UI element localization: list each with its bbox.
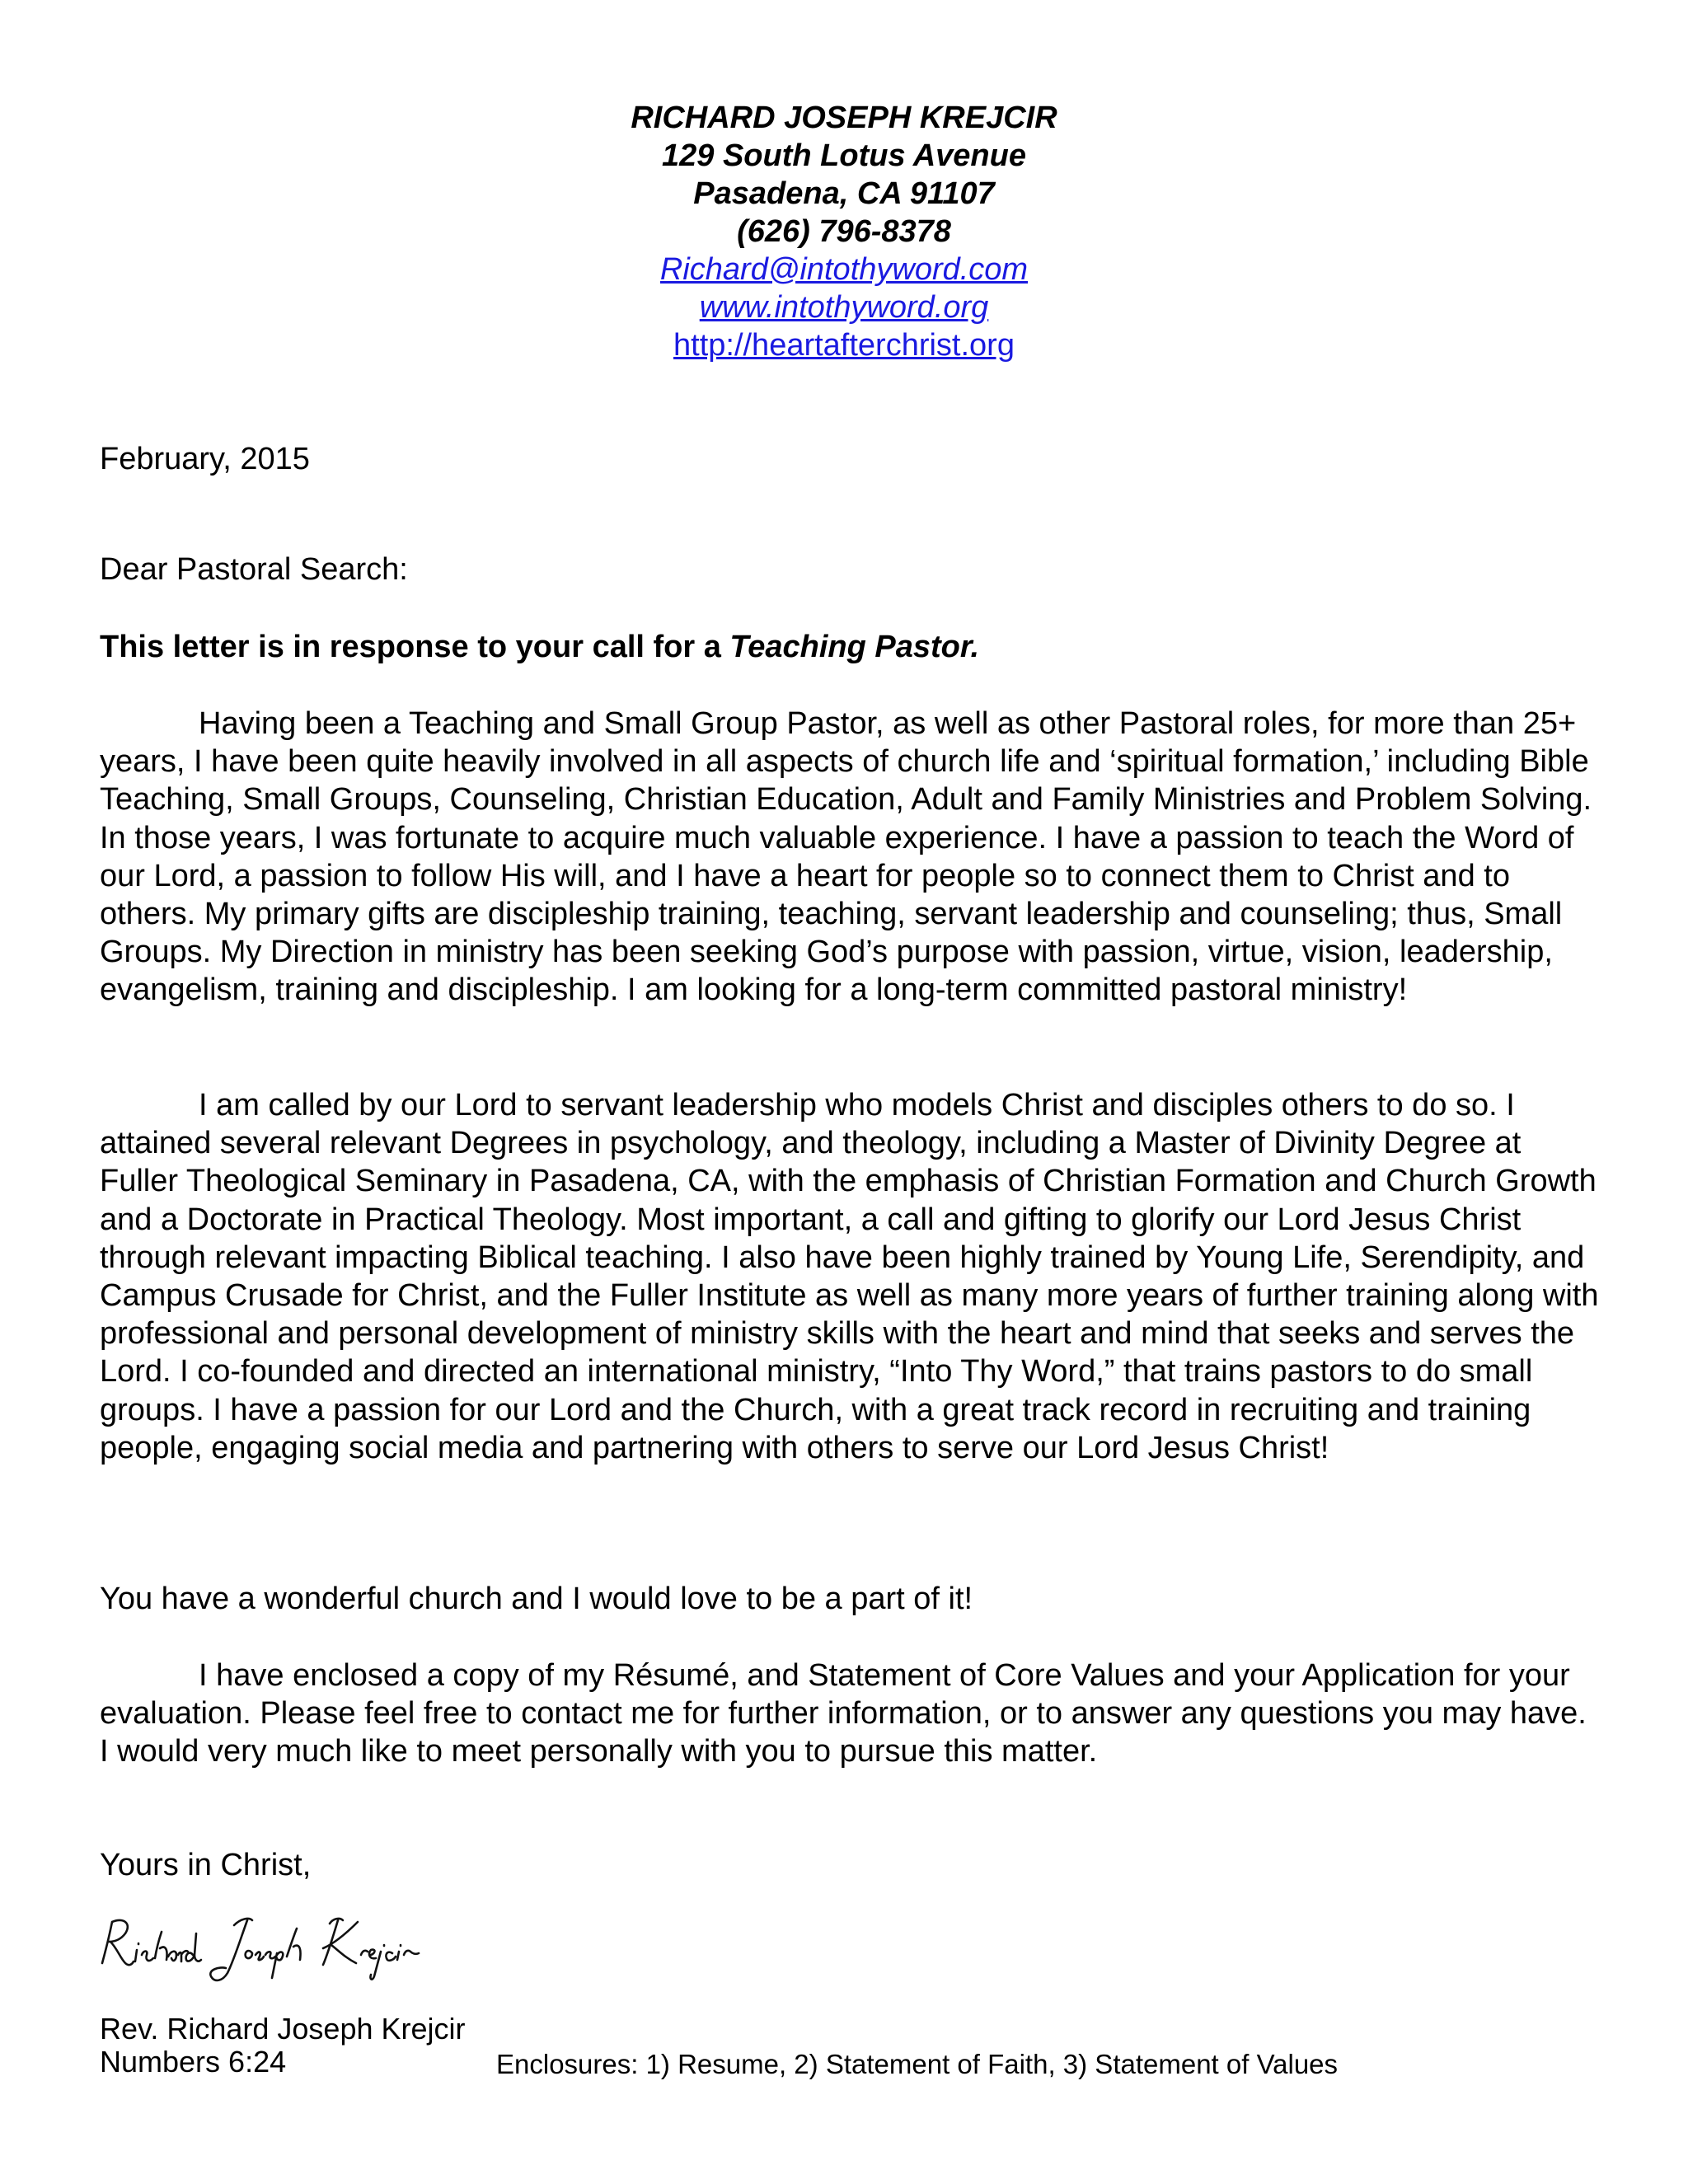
subject-prefix: This letter is in response to your call for a bbox=[100, 630, 730, 664]
letter-date: February, 2015 bbox=[100, 442, 310, 476]
paragraph-enclosed: I have enclosed a copy of my Résumé, and Statement of Core Values and your Application for your evaluation. Please feel free to contact me for further information, or to answer any questions you may have. I would very much like to meet personally with you to pursue this matter. bbox=[100, 1658, 1587, 1769]
sender-phone: (626) 796-8378 bbox=[737, 214, 951, 249]
sender-street: 129 South Lotus Avenue bbox=[662, 138, 1026, 173]
letterhead bbox=[0, 99, 1688, 364]
subject-emphasis: Teaching Pastor. bbox=[729, 630, 980, 664]
sender-name: RICHARD JOSEPH KREJCIR bbox=[631, 101, 1057, 135]
subject-line bbox=[100, 628, 1600, 666]
paragraph-calling: I am called by our Lord to servant leadership who models Christ and disciples others to do so. I attained several relevant Degrees in psychology, and theology, including a Master of Divinity Degree at Fuller Theological Seminary in Pasadena, CA, with the emphasis of Christian Formation and Church Growth and a Doctorate in Practical Theology. Most important, a call and gifting to glorify our Lord Jesus Christ through relevant impacting Biblical teaching. I also have been highly trained by Young Life, Serendipity, and Campus Crusade for Christ, and the Fuller Institute as well as many more years of further training along with professional and personal development of ministry skills with the heart and mind that seeks and serves the Lord. I co-founded and directed an international ministry, “Into Thy Word,” that trains pastors to do small groups. I have a passion for our Lord and the Church, with a great track record in recruiting and training people, engaging social media and partnering with others to serve our Lord Jesus Christ! bbox=[100, 1088, 1599, 1465]
website-link-intothyword[interactable]: www.intothyword.org bbox=[699, 290, 989, 325]
paragraph-experience: Having been a Teaching and Small Group Pastor, as well as other Pastoral roles, for more than 25+ years, I have been quite heavily involved in all aspects of church life and ‘spiritual formation,’ including Bible Teaching, Small Groups, Counseling, Christian Education, Adult and Family Ministries and Problem Solving. In those years, I was fortunate to acquire much valuable experience. I have a passion to teach the Word of our Lord, a passion to follow His will, and I have a heart for people so to connect them to Christ and to others. My primary gifts are discipleship training, teaching, servant leadership and counseling; thus, Small Groups. My Direction in ministry has been seeking God’s purpose with passion, virtue, vision, leadership, evangelism, training and discipleship. I am looking for a long-term committed pastoral ministry! bbox=[100, 706, 1592, 1008]
sender-city: Pasadena, CA 91107 bbox=[693, 176, 995, 211]
scripture-reference: Numbers 6:24 bbox=[100, 2045, 287, 2079]
website-link-heartafterchrist[interactable]: http://heartafterchrist.org bbox=[673, 328, 1015, 363]
handwritten-signature bbox=[96, 1912, 458, 1986]
paragraph-church: You have a wonderful church and I would love to be a part of it! bbox=[100, 1582, 973, 1616]
enclosures-list: Enclosures: 1) Resume, 2) Statement of Faith, 3) Statement of Values bbox=[496, 2049, 1339, 2079]
sender-email-link[interactable]: Richard@intothyword.com bbox=[659, 252, 1029, 287]
signer-name: Rev. Richard Joseph Krejcir bbox=[100, 2012, 466, 2046]
closing: Yours in Christ, bbox=[100, 1848, 312, 1882]
salutation: Dear Pastoral Search: bbox=[100, 552, 408, 587]
